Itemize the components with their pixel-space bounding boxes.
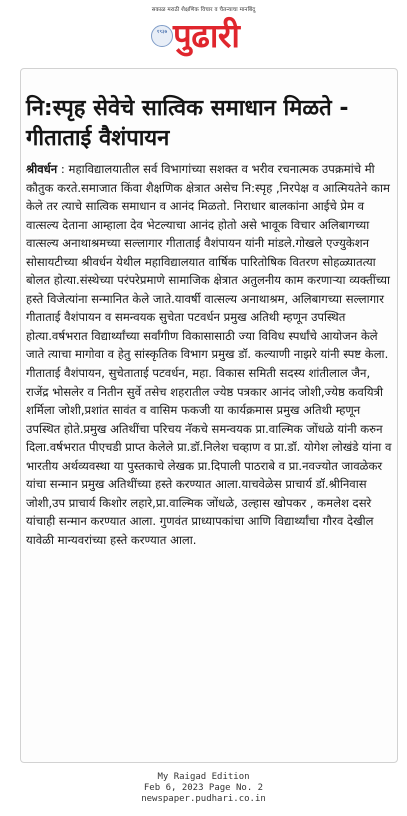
page-footer [0, 772, 407, 805]
article-body [26, 160, 393, 549]
seal-icon [151, 25, 173, 47]
pudhari-logo[interactable] [147, 14, 259, 58]
date-page-label: Feb 6, 2023 Page No. 2 [143, 783, 264, 793]
edition-label: My Raigad Edition [157, 772, 250, 782]
seal-text: १९३७ [156, 29, 168, 35]
article-headline: नि:स्पृह सेवेचे सात्विक समाधान मिळते - गीताताई वैशंपायन [26, 96, 349, 151]
masthead-tagline: सकाळ मराठी शैक्षणिक विचार व चैतन्याचा मानबिंदू [151, 7, 256, 13]
article-text: : महाविद्यालयातील सर्व विभागांच्या सशक्त व भरीव रचनात्मक उपक्रमांचे मी कौतुक करते.समाजात किंवा शैक्षणिक क्षेत्रात असेच नि:स्पृह ,निरपेक्ष व आत्मियतेने काम केले तर त्याचे सात्विक समाधान व आनंद मिळतो. निराधार बालकांना आईचे प्रेम व वात्सल्य देताना आम्हाला देव भेटल्याचा आनंद होतो असे भावूक विचार अलिबागच्या वात्सल्य अनाथाश्रमच्या सल्लागार गीताताई वैशंपायन यांनी मांडले.गोखले एज्युकेशन सोसायटीच्या श्रीवर्धन येथील महाविद्यालयात वार्षिक पारितोषिक वितरण सोहळ्यातत्या बोलत होत्या.संस्थेच्या परंपरेप्रमाणे सामाजिक क्षेत्रात अतुलनीय काम करणाऱ्या व्यक्तींच्या हस्ते विजेत्यांना सन्मानित केले जाते.यावर्षी वात्सल्य अनाथाश्रम, अलिबागच्या सल्लागार गीताताई वैशंपायन व समन्वयक सुचेता पटवर्धन प्रमुख अतिथी म्हणून उपस्थित होत्या.वर्षभरात विद्यार्थ्यांच्या सर्वांगीण विकासासाठी ज्या विविध स्पर्धांचे आयोजन केले जाते त्याचा मागोवा व हेतु सांस्कृतिक विभाग प्रमुख डॉ. कल्याणी नाझरे यांनी स्पष्ट केला. गीताताई वैशंपायन, सुचेताताई पटवर्धन, महा. विकास समिती सदस्य शांतीलाल जैन, राजेंद्र भोसलेर व नितीन सुर्वे तसेच शहरातील ज्येष्ठ पत्रकार आनंद जोशी,ज्येष्ठ कवयित्री शर्मिला जोशी,प्रशांत सावंत व वासिम फकजी या कार्यक्रमास प्रमुख अतिथी म्हणून उपस्थित होते.प्रमुख अतिथींचा परिचय नॅकचे समन्वयक प्रा.वाल्मिक जोंधळे यांनी करुन दिला.वर्षभरात पीएचडी प्राप्त केलेले प्रा.डॉ.निलेश चव्हाण व प्रा.डॉ. योगेश लोखंडे यांना व भारतीय अर्थव्यवस्था या पुस्तकाचे लेखक प्रा.दिपाली पाठराबे व प्रा.नवज्योत जावळेकर यांचा सन्मान प्रमुख अतिथींच्या हस्ते करण्यात आला.याचवेळेस प्राचार्य डॉ.श्रीनिवास जोशी,उप प्राचार्य किशोर लहारे,प्रा.वाल्मिक जोंधळे, उल्हास खोपकर , कमलेश दसरे यांचाही सन्मान करण्यात आला. गुणवंत प्राध्यापकांचा आणि विद्यार्थ्यांचा गौरव देखील यावेळी मान्यवरांच्या हस्ते करण्यात आला. [26, 162, 392, 547]
masthead [0, 0, 407, 62]
site-link[interactable]: newspaper.pudhari.co.in [141, 794, 266, 804]
article-dateline: श्रीवर्धन [26, 162, 58, 176]
logo-wordmark: पुढारी [173, 16, 240, 55]
